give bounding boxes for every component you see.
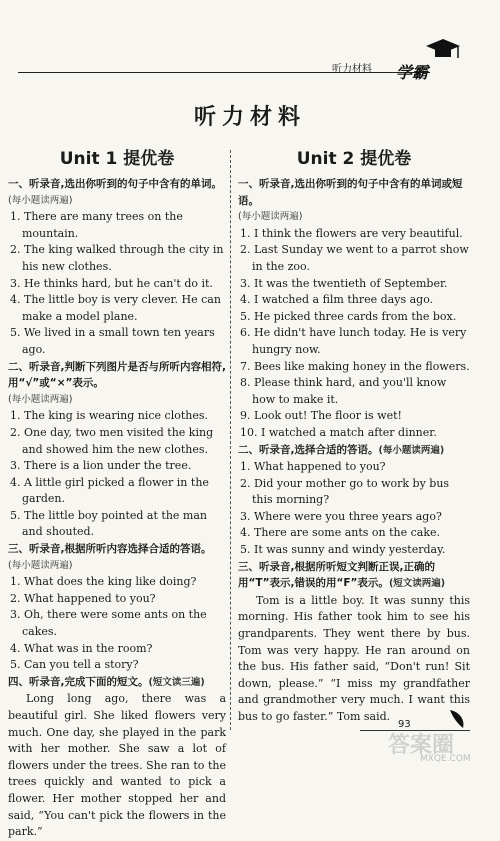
list-item: 1. The king is wearing nice clothes. [10,409,208,423]
list-item: 7. Bees like making honey in the flowers. [240,359,470,373]
list-item: 5. Can you tell a story? [10,658,139,672]
list-item: 6. He didn't have lunch today. He is very hungry now. [240,326,467,356]
watermark-url: MXQE.COM [420,754,471,764]
list-item: 2. What happened to you? [10,591,156,605]
passage: Tom is a little boy. It was sunny this morning. His father took him to see his grandparents. They went there by bus. Tom was very happy. He ran around on the bus. His father said, “Don't run! Sit down, please.” “I miss my grandfather and grandmother very much. I want this bus to go faster.” Tom said. [238,593,470,723]
passage: Long long ago, there was a beautiful girl. She liked flowers very much. One day, she played in the park with her mother. She saw a lot of flowers under the trees. She ran to the trees quickly and wanted to pick a flower. Her mother stopped her and said, “You can't pick the flowers in the park.” [8,692,226,839]
list-item: 3. Oh, there were some ants on the cakes. [10,608,207,639]
section-note: (短文读两遍) [388,578,446,590]
section-note: (每小题读两遍) [8,393,73,405]
column-divider [230,150,231,730]
section-note: (每小题读两遍) [238,211,303,223]
section-title-text: 四、听录音,完成下面的短文。 [8,675,149,688]
list-item: 3. He thinks hard, but he can't do it. [10,276,213,290]
section-note: (每小题读两遍) [8,194,73,206]
list-item: 5. He picked three cards from the box. [240,309,457,323]
list-item: 2. Last Sunday we went to a parrot show in the zoo. [240,243,469,273]
list-item: 10. I watched a match after dinner. [240,425,437,439]
section-title [238,442,470,460]
logo [388,38,464,86]
list-item: 4. I watched a film three days ago. [240,293,434,307]
section-title-text: 二、听录音,选择合适的答语。 [238,443,379,456]
unit-1-column [8,148,226,841]
section-note: (短文读三遍) [148,676,205,688]
list-item: 2. Did your mother go to work by bus this morning? [240,476,450,507]
section-title [8,674,226,692]
section-title: 一、听录音,选出你听到的句子中含有的单词或短语。 [238,178,463,207]
section-title [238,559,470,593]
list-item: 9. Look out! The floor is wet! [240,409,402,423]
section-title: 三、听录音,根据所听内容选择合适的答语。 [8,543,212,556]
section-title-text: 三、听录音,根据所听短文判断正误,正确的用“T”表示,错误的用“F”表示。 [238,560,435,590]
section-note: (每小题读两遍) [8,559,73,571]
list-item: 1. I think the flowers are very beautiful. [240,226,463,240]
unit-1-title: Unit 1 提优卷 [59,149,175,169]
unit-2-title: Unit 2 提优卷 [296,149,412,169]
page-title: 听力材料 [193,105,306,130]
section-note: (每小题读两遍) [378,444,445,456]
list-item: 5. It was sunny and windy yesterday. [240,543,446,557]
list-item: 3. It was the twentieth of September. [240,276,448,290]
list-item: 3. Where were you three years ago? [240,509,442,523]
list-item: 2. The king walked through the city in his new clothes. [10,243,224,273]
list-item: 4. What was in the room? [10,641,153,655]
list-item: 5. We lived in a small town ten years ago. [10,326,215,356]
header-rule [18,72,430,73]
logo-text: 学霸 [396,63,429,82]
page-number: 93 [398,719,411,730]
watermark: 答案圈 [388,733,455,758]
list-item: 1. What does the king like doing? [10,575,197,589]
list-item: 4. The little boy is very clever. He can make a model plane. [10,293,221,323]
list-item: 5. The little boy pointed at the man and shouted. [10,508,207,539]
list-item: 2. One day, two men visited the king and showed him the new clothes. [10,425,214,456]
section-title: 二、听录音,判断下列图片是否与所听内容相符,用“√”或“×”表示。 [8,360,226,390]
list-item: 3. There is a lion under the tree. [10,459,192,473]
list-item: 1. What happened to you? [240,460,386,474]
graduation-cap-icon [424,38,462,60]
section-title: 一、听录音,选出你听到的句子中含有的单词。 [8,178,222,190]
list-item: 1. There are many trees on the mountain. [10,210,183,240]
page-header [0,0,500,90]
list-item: 4. A little girl picked a flower in the garden. [10,475,209,506]
feather-icon [448,708,466,730]
header-label: 听力材料 [332,64,372,75]
list-item: 4. There are some ants on the cake. [240,526,441,540]
list-item: 8. Please think hard, and you'll know how to make it. [240,376,447,406]
unit-2-column [238,148,470,726]
